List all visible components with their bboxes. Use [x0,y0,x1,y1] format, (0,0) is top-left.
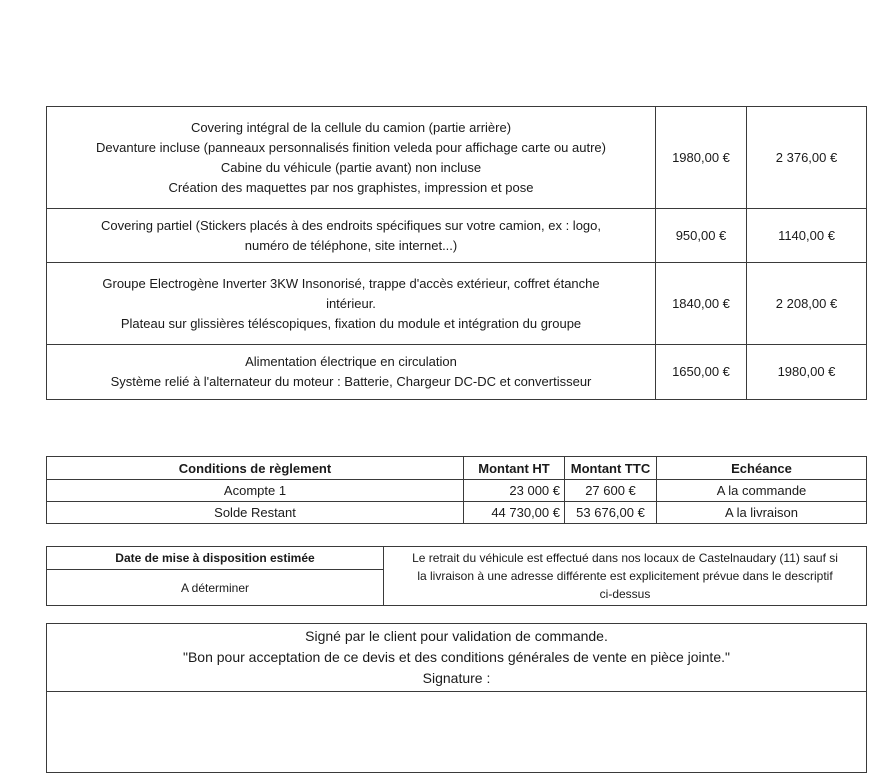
item-line: Groupe Electrogène Inverter 3KW Insonorisé, trappe d'accès extérieur, coffret étanche [102,275,600,291]
item-row [47,345,867,400]
payment-row [47,502,867,524]
payment-ttc: 53 676,00 € [565,502,657,524]
item-description [47,107,656,209]
signature-text-row [47,624,867,692]
item-price-ht: 1650,00 € [656,345,747,400]
item-row [47,107,867,209]
header-montant-ht: Montant HT [464,457,565,480]
payment-ht: 23 000 € [464,480,565,502]
availability-date-value: A déterminer [47,570,384,606]
item-line: Alimentation électrique en circulation [245,354,457,369]
signature-instructions [47,624,867,692]
item-line: numéro de téléphone, site internet...) [244,237,458,253]
item-price-ht: 950,00 € [656,209,747,263]
item-line: Cabine du véhicule (partie avant) non incluse [220,159,482,175]
item-description [47,209,656,263]
availability-date-header: Date de mise à disposition estimée [47,547,384,570]
item-line: Création des maquettes par nos graphistes, impression et pose [168,179,534,195]
item-price-ttc: 1980,00 € [747,345,867,400]
pickup-line: ci-dessus [599,587,651,601]
signature-line: Signé par le client pour validation de commande. [305,628,608,644]
availability-header-row [47,547,867,570]
pickup-line: la livraison à une adresse différente est explicitement prévue dans le descriptif [417,569,833,583]
payment-header-row [47,457,867,480]
header-echeance: Echéance [657,457,867,480]
item-line: Covering partiel (Stickers placés à des endroits spécifiques sur votre camion, ex : logo, [100,217,601,233]
payment-row [47,480,867,502]
signature-table [46,623,867,773]
payment-label: Acompte 1 [47,480,464,502]
signature-line: "Bon pour acceptation de ce devis et des conditions générales de vente en pièce jointe." [183,649,730,665]
payment-label: Solde Restant [47,502,464,524]
payment-echeance: A la commande [657,480,867,502]
item-line: intérieur. [326,295,376,311]
signature-line: Signature : [422,670,491,686]
item-description [47,263,656,345]
payment-ht: 44 730,00 € [464,502,565,524]
payment-conditions-table [46,456,867,524]
item-row [47,209,867,263]
item-description [47,345,656,400]
item-price-ht: 1840,00 € [656,263,747,345]
payment-echeance: A la livraison [657,502,867,524]
item-row [47,263,867,345]
item-price-ttc: 2 376,00 € [747,107,867,209]
pickup-line: Le retrait du véhicule est effectué dans nos locaux de Castelnaudary (11) sauf si [412,551,838,565]
item-line: Système relié à l'alternateur du moteur : Batterie, Chargeur DC-DC et convertisseur [110,374,592,389]
pickup-conditions [384,547,867,606]
item-price-ht: 1980,00 € [656,107,747,209]
signature-box-row [47,692,867,773]
item-line: Devanture incluse (panneaux personnalisés finition veleda pour affichage carte ou autre) [96,139,606,155]
items-table [46,106,867,400]
availability-table [46,546,867,606]
payment-ttc: 27 600 € [565,480,657,502]
header-montant-ttc: Montant TTC [565,457,657,480]
item-price-ttc: 1140,00 € [747,209,867,263]
signature-box[interactable] [47,692,867,773]
item-line: Covering intégral de la cellule du camion (partie arrière) [190,119,512,135]
item-line: Plateau sur glissières téléscopiques, fixation du module et intégration du groupe [120,315,582,331]
item-price-ttc: 2 208,00 € [747,263,867,345]
header-conditions: Conditions de règlement [47,457,464,480]
